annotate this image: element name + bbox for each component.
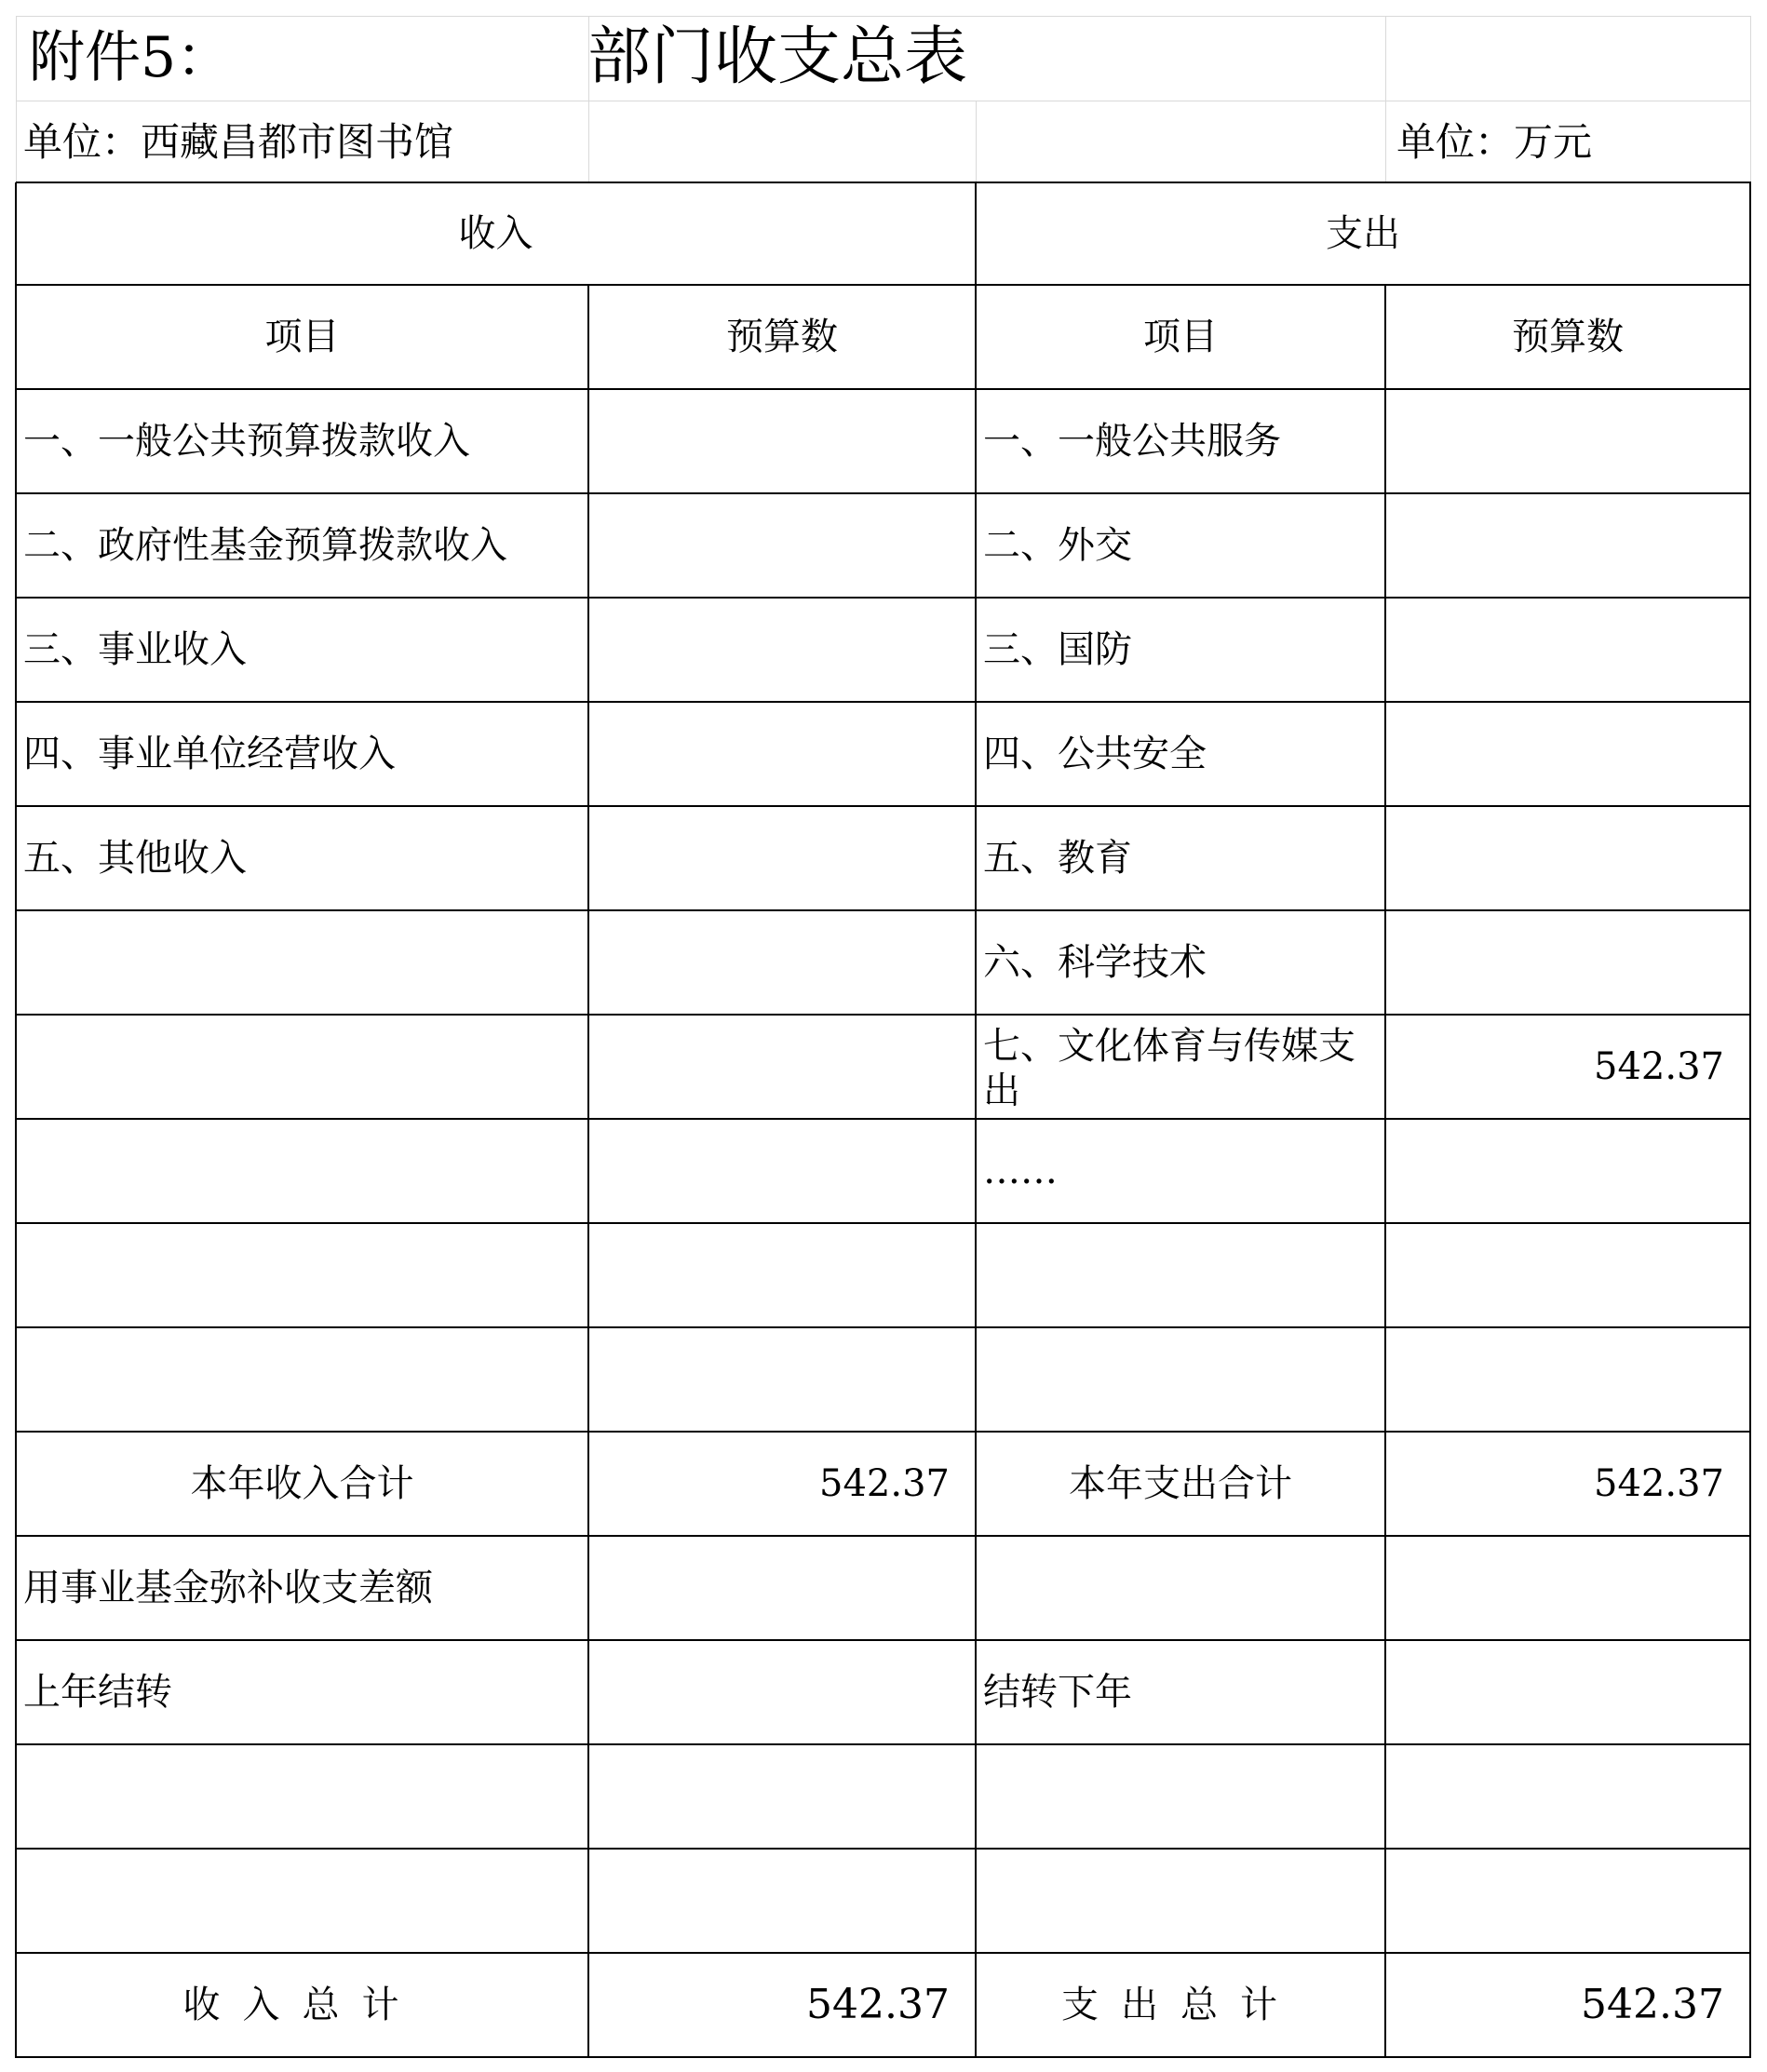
income-item-cell: 五、其他收入 [23, 837, 247, 880]
expense-section-header: 支出 [1326, 212, 1400, 255]
income-item-cell [16, 1744, 588, 1849]
income-budget-cell [588, 1327, 976, 1432]
income-budget-cell [588, 598, 976, 702]
expense-item-cell: 二、外交 [983, 524, 1132, 567]
income-budget-cell [588, 702, 976, 806]
expense-budget-header: 预算数 [1512, 316, 1624, 358]
income-item-cell: 四、事业单位经营收入 [23, 733, 396, 775]
expense-subtotal-value: 542.37 [1594, 1462, 1724, 1505]
expense-total-label: 支出总计 [1061, 1984, 1300, 2026]
income-budget-cell [588, 1640, 976, 1744]
expense-item-cell [976, 1223, 1385, 1327]
income-total-value: 542.37 [806, 1981, 950, 2028]
expense-item-header: 项目 [1143, 316, 1218, 358]
expense-item-cell: 五、教育 [983, 837, 1132, 880]
income-budget-cell [588, 1744, 976, 1849]
expense-item-cell: 结转下年 [983, 1671, 1132, 1714]
expense-budget-cell [1385, 1327, 1750, 1432]
expense-budget-cell [1385, 1849, 1750, 1953]
grid-line-faint [976, 101, 977, 184]
income-budget-cell [588, 806, 976, 910]
expense-item-cell [976, 1744, 1385, 1849]
expense-item-cell: …… [983, 1150, 1058, 1192]
expense-subtotal-label: 本年支出合计 [1069, 1462, 1292, 1505]
income-budget-cell [588, 1536, 976, 1640]
income-budget-cell [588, 1223, 976, 1327]
income-item-cell [16, 1327, 588, 1432]
expense-item-cell: 六、科学技术 [983, 941, 1207, 984]
income-item-header: 项目 [264, 316, 340, 358]
expense-budget-cell [1385, 910, 1750, 1015]
grid-line-faint [1750, 16, 1751, 183]
attachment-label: 附件5： [29, 25, 233, 90]
expense-budget-cell [1385, 702, 1750, 806]
expense-item-cell [976, 1327, 1385, 1432]
expense-budget-cell [1385, 1744, 1750, 1849]
grid-line-faint [1385, 16, 1386, 183]
income-item-cell [16, 1223, 588, 1327]
income-budget-cell [588, 1015, 976, 1119]
expense-budget-cell [1385, 1536, 1750, 1640]
income-item-cell [16, 1015, 588, 1119]
income-item-cell: 上年结转 [23, 1671, 172, 1714]
currency-unit: 单位：万元 [1396, 119, 1593, 165]
income-subtotal-value: 542.37 [819, 1462, 950, 1505]
income-budget-cell [588, 1849, 976, 1953]
expense-item-cell [976, 1536, 1385, 1640]
income-subtotal-label: 本年收入合计 [190, 1462, 414, 1505]
income-item-cell [16, 910, 588, 1015]
expense-item-cell: 七、文化体育与传媒支出 [983, 1025, 1356, 1112]
expense-item-cell [976, 1849, 1385, 1953]
income-item-cell: 三、事业收入 [23, 628, 247, 671]
income-total-label: 收入总计 [182, 1984, 422, 2026]
expense-item-cell: 四、公共安全 [983, 733, 1207, 775]
expense-budget-cell [1385, 493, 1750, 598]
expense-budget-cell [1385, 1640, 1750, 1744]
expense-budget-cell [1385, 1119, 1750, 1223]
income-item-cell [16, 1849, 588, 1953]
expense-budget-cell: 542.37 [1594, 1045, 1724, 1088]
income-budget-cell [588, 493, 976, 598]
income-item-cell: 一、一般公共预算拨款收入 [23, 420, 470, 463]
organization-unit: 单位：西藏昌都市图书馆 [23, 119, 454, 165]
expense-item-cell: 一、一般公共服务 [983, 420, 1281, 463]
expense-budget-cell [1385, 1223, 1750, 1327]
income-item-cell: 二、政府性基金预算拨款收入 [23, 524, 507, 567]
income-budget-cell [588, 910, 976, 1015]
expense-budget-cell [1385, 806, 1750, 910]
income-section-header: 收入 [458, 212, 533, 255]
income-budget-header: 预算数 [726, 316, 838, 358]
expense-budget-cell [1385, 598, 1750, 702]
income-budget-cell [588, 389, 976, 493]
expense-budget-cell [1385, 389, 1750, 493]
page-title: 部门收支总表 [587, 20, 968, 94]
expense-item-cell: 三、国防 [983, 628, 1132, 671]
expense-total-value: 542.37 [1581, 1981, 1724, 2028]
income-item-cell: 用事业基金弥补收支差额 [23, 1567, 433, 1609]
income-budget-cell [588, 1119, 976, 1223]
income-item-cell [16, 1119, 588, 1223]
